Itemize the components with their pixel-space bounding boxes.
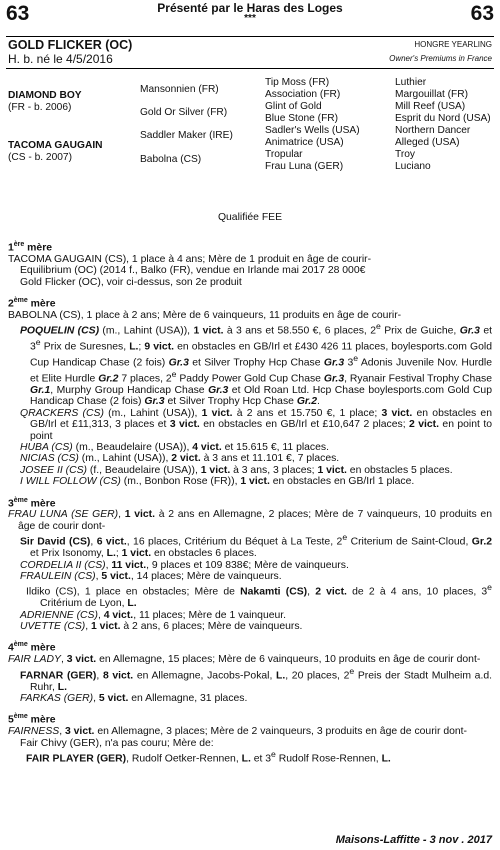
g1-item: Babolna (CS) [140, 154, 202, 165]
g2-item: Association (FR) [265, 89, 341, 100]
produce-entry: POQUELIN (CS) (m., Lahint (USA)), 1 vict. à 3 ans et 58.550 €, 6 places, 2e Prix de Guiche, Gr.3 et 3e Prix de Suresnes, L.; 9 vict. en obstacles en GB/Irl et £430 426 11 places, boylesports.com Gold Cup Handicap Chase (2 fois) Gr.3 et Silver Trophy Hcp Chase Gr.3 3e Adonis Juvenile Nov. Hurdle et Elite Hurdle Gr.2 7 places, 2e Paddy Power Gold Cup Chase Gr.3, Ryanair Festival Trophy Chase Gr.1, Murphy Group Handicap Chase Gr.3 et Old Roan Ltd. Hcp Chase boylesports.com Gold Cup Handicap Chase (2 fois) Gr.3 et Silver Trophy Hcp Chase Gr.2. [20, 321, 493, 408]
g3-item: Luthier [395, 77, 427, 88]
qualification-note: Qualifiée FEE [217, 212, 283, 223]
g2-item: Tip Moss (FR) [265, 77, 330, 88]
g2-item: Animatrice (USA) [265, 137, 344, 148]
dam-name: TACOMA GAUGAIN [8, 140, 103, 151]
produce-entry: QRACKERS (CS) (m., Lahint (USA)), 1 vict. à 2 ans et 15.750 €, 1 place; 3 vict. en obstacles en GB/Irl et £11,313, 3 places et 3 vict. en obstacles en GB/Irl et £10,647 2 places; 2 vict. en point to point [20, 407, 492, 442]
produce-entry: UVETTE (CS), 1 vict. à 2 ans, 6 places; Mère de vainqueurs. [20, 621, 303, 632]
produce-entry: ADRIENNE (CS), 4 vict., 11 places; Mère de 1 vainqueur. [20, 609, 287, 621]
produce-entry: HUBA (CS) (m., Beaudelaire (USA)), 4 vict. et 15.615 €, 11 places. [20, 441, 329, 453]
produce-entry: Ildiko (CS), 1 place en obstacles; Mère de Nakamti (CS), 2 vict. de 2 à 4 ans, 10 places, 3e Critérium de Lyon, L. [26, 582, 492, 610]
sire-name: DIAMOND BOY [8, 90, 82, 101]
produce-entry: FARKAS (GER), 5 vict. en Allemagne, 31 places. [20, 692, 248, 704]
produce-entry: JOSEE II (CS) (f., Beaudelaire (USA)), 1 vict. à 3 ans, 3 places; 1 vict. en obstacles 5 places. [20, 464, 453, 476]
section-1st-dam: 1ère mère [8, 241, 53, 254]
g2-item: Frau Luna (GER) [265, 161, 344, 172]
produce-entry: FAIR PLAYER (GER), Rudolf Oetker-Rennen, L. et 3e Rudolf Rose-Rennen, L. [26, 749, 391, 765]
produce-entry: CORDELIA II (CS), 11 vict., 9 places et 109 838€; Mère de vainqueurs. [20, 559, 349, 571]
g2-item: Blue Stone (FR) [265, 113, 339, 124]
dam-entry: FAIR LADY, 3 vict. en Allemagne, 15 places; Mère de 6 vainqueurs, 10 produits en âge de courir dont- [8, 654, 481, 666]
lot-number: 63 [6, 2, 30, 25]
g3-item: Luciano [395, 161, 431, 172]
section-3rd-dam: 3ème mère [8, 496, 56, 509]
sire-info: (FR - b. 2006) [8, 102, 72, 113]
g3-item: Margouillat (FR) [395, 89, 469, 100]
g3-item: Troy [395, 149, 415, 160]
family-record [8, 232, 492, 765]
g2-item: Tropular [265, 149, 303, 160]
produce-entry: I WILL FOLLOW (CS) (m., Bonbon Rose (FR)), 1 vict. en obstacles en GB/Irl 1 place. [20, 476, 415, 488]
dam-entry: FRAU LUNA (SE GER), 1 vict. à 2 ans en Allemagne, 2 places; Mère de 7 vainqueurs, 10 produits en âge de courir dont- [8, 509, 492, 532]
produce-entry: Fair Chivy (GER), n'a pas couru; Mère de: [20, 737, 214, 749]
section-2nd-dam: 2ème mère [8, 297, 56, 310]
g1-item: Gold Or Silver (FR) [140, 107, 228, 118]
premium-note: Owner's Premiums in France [389, 54, 492, 63]
horse-name: GOLD FLICKER (OC) [8, 38, 133, 52]
produce-entry: Equilibrium (OC) (2014 f., Balko (FR), vendue en Irlande mai 2017 28 000€ [20, 265, 366, 277]
g2-item: Sadler's Wells (USA) [265, 125, 360, 136]
g1-item: Saddler Maker (IRE) [140, 130, 233, 141]
horse-desc: H. b. né le 4/5/2016 [8, 52, 113, 66]
top-rule [6, 36, 494, 37]
lot-number-right: 63 [470, 2, 494, 25]
sale-footer: Maisons-Laffitte - 3 nov . 2017 [335, 834, 492, 846]
produce-entry: NICIAS (CS) (m., Lahint (USA)), 2 vict. à 3 ans et 11.101 €, 7 places. [20, 453, 340, 465]
dam-entry: TACOMA GAUGAIN (CS), 1 place à 4 ans; Mère de 1 produit en âge de courir- [8, 253, 372, 265]
dam-info: (CS - b. 2007) [8, 152, 72, 163]
g3-item: Esprit du Nord (USA) [395, 113, 491, 124]
section-4th-dam: 4ème mère [8, 641, 56, 654]
produce-entry: Gold Flicker (OC), voir ci-dessus, son 2e produit [20, 276, 242, 288]
g3-item: Alleged (USA) [395, 137, 460, 148]
header-rule [6, 68, 494, 69]
stars: *** [244, 13, 256, 24]
dam-entry: BABOLNA (CS), 1 place à 2 ans; Mère de 6 vainqueurs, 11 produits en âge de courir- [8, 309, 402, 321]
dam-entry: FAIRNESS, 3 vict. en Allemagne, 3 places; Mère de 2 vainqueurs, 3 produits en âge de courir dont- [8, 726, 468, 738]
g1-item: Mansonnien (FR) [140, 84, 219, 95]
section-5th-dam: 5ème mère [8, 713, 56, 726]
produce-entry: FRAULEIN (CS), 5 vict., 14 places; Mère de vainqueurs. [20, 570, 282, 582]
produce-entry: Sir David (CS), 6 vict., 16 places, Critérium du Béquet à La Teste, 2e Criterium de Saint-Cloud, Gr.2 et Prix Isonomy, L.; 1 vict. en obstacles 6 places. [20, 532, 492, 560]
g3-item: Northern Dancer [395, 125, 471, 136]
g3-item: Mill Reef (USA) [395, 101, 466, 112]
consignment-type: HONGRE YEARLING [414, 40, 492, 49]
consignor-title: Présenté par le Haras des Loges [157, 1, 343, 15]
produce-entry: FARNAR (GER), 8 vict. en Allemagne, Jacobs-Pokal, L., 20 places, 2e Preis der Stadt Mulheim a.d. Ruhr, L. [20, 665, 492, 693]
g2-item: Glint of Gold [265, 101, 322, 112]
